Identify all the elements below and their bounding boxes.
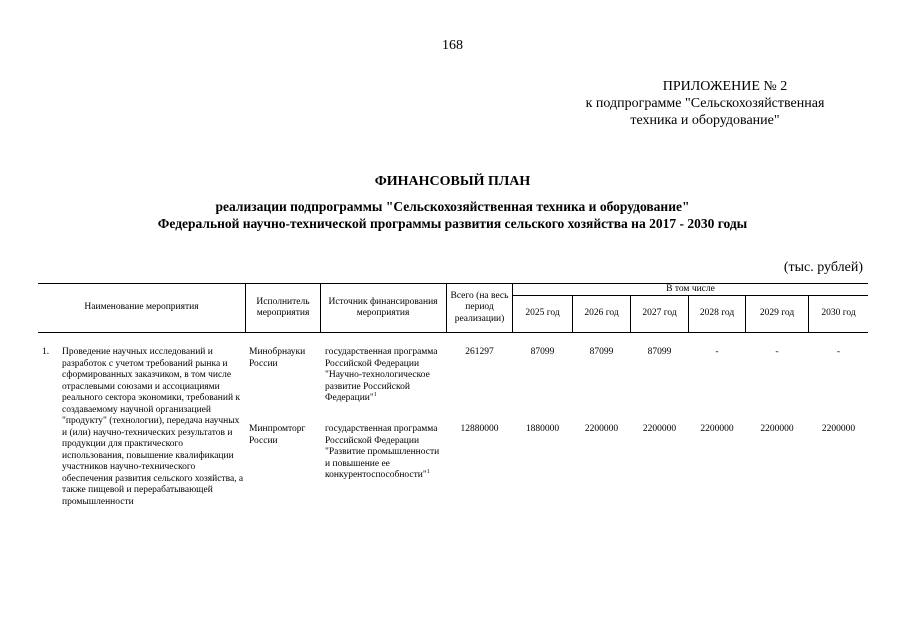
units-label: (тыс. рублей) xyxy=(783,260,863,275)
entry-year-value: 2200000 xyxy=(700,424,734,434)
header-year: 2027 год xyxy=(642,308,677,319)
entry-source-text: государственная программа Российской Федерации "Научно-технологическое развитие Российской Федерации" xyxy=(325,347,438,403)
header-year: 2030 год xyxy=(821,308,856,319)
entry-year-value: 2200000 xyxy=(642,424,677,434)
appendix-line-2: техника и оборудование" xyxy=(630,113,780,128)
entry-year-value: 87099 xyxy=(589,347,614,357)
document-subtitle xyxy=(0,198,905,232)
entry-year-value: 2200000 xyxy=(760,424,794,434)
entry-year-value: 87099 xyxy=(530,347,555,357)
appendix-block xyxy=(540,78,870,129)
header-year: 2026 год xyxy=(584,308,619,319)
entry-year-value: - xyxy=(775,347,779,357)
header-source: Источник финансирования мероприятия xyxy=(328,296,438,318)
entry-source-text: государственная программа Российской Федерации "Развитие промышленности и повышение ее конкурентоспособности" xyxy=(325,424,440,480)
appendix-line-1: к подпрограмме "Сельскохозяйственная xyxy=(585,96,825,111)
document-subtitle-line-2: Федеральной научно-технической программы развития сельского хозяйства на 2017 - 2030 годы xyxy=(157,216,748,231)
header-including: В том числе xyxy=(666,284,715,294)
footnote-mark: 1 xyxy=(426,468,430,475)
entry-total: 261297 xyxy=(465,347,494,357)
entry-executor: Минобрнауки России xyxy=(249,347,306,369)
header-total: Всего (на весь период реализации) xyxy=(450,290,509,324)
entry-executor: Минпромторг России xyxy=(249,424,306,446)
entry-year-value: 2200000 xyxy=(584,424,619,434)
appendix-title: ПРИЛОЖЕНИЕ № 2 xyxy=(662,79,788,94)
entry-year-value: 87099 xyxy=(647,347,672,357)
entry-source xyxy=(325,424,443,482)
document-subtitle-line-1: реализации подпрограммы "Сельскохозяйственная техника и оборудование" xyxy=(215,199,690,214)
entry-year-value: - xyxy=(836,347,841,357)
entry-source xyxy=(325,347,443,405)
entry-total: 12880000 xyxy=(460,424,499,434)
header-year: 2028 год xyxy=(699,308,735,319)
entry-year-value: - xyxy=(715,347,719,357)
header-bottom-border xyxy=(38,332,868,333)
header-name: Наименование мероприятия xyxy=(84,302,199,313)
entry-year-value: 2200000 xyxy=(821,424,856,434)
footnote-mark: 1 xyxy=(373,391,377,398)
row-number: 1. xyxy=(42,347,50,357)
document-title: ФИНАНСОВЫЙ ПЛАН xyxy=(374,174,531,189)
header-year: 2025 год xyxy=(525,308,560,319)
entry-year-value: 1880000 xyxy=(525,424,560,434)
header-year: 2029 год xyxy=(759,308,795,319)
col-divider xyxy=(320,283,321,332)
header-executor: Исполнитель мероприятия xyxy=(256,296,310,318)
row-name: Проведение научных исследований и разработок с учетом требований рынка и сформированных заказчиком, в том числе отраслевыми союзами и ассоциациями реального сектора экономики, требований к создаваемому научной организацией "продукту" (технологии), передача научных и (или) научно-технических результатов и продукции для практического использования, повышение квалификации участников научно-технического обеспечения развития сельского хозяйства, а также пищевой и перерабатывающей промышленности xyxy=(62,347,244,507)
page-number: 168 xyxy=(442,38,463,53)
